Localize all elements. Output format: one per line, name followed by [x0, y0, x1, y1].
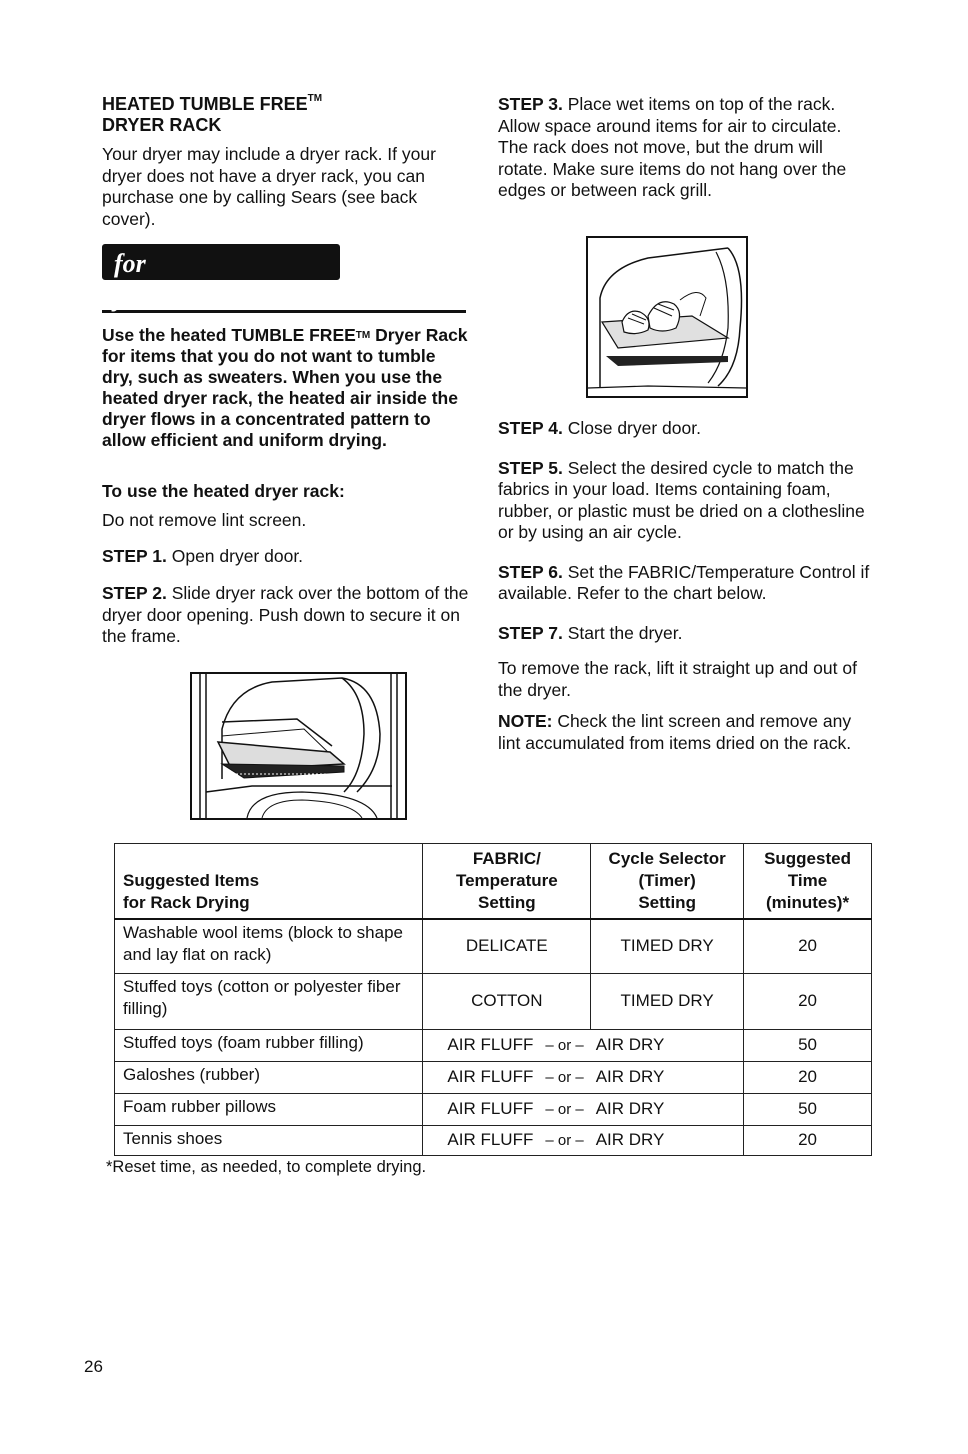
step-1-label: STEP 1.	[102, 545, 167, 566]
row-time: 20	[744, 973, 872, 1029]
row-time: 50	[744, 1029, 872, 1061]
note-label: NOTE:	[498, 711, 553, 731]
benefit-paragraph	[102, 325, 470, 451]
step-3	[498, 94, 870, 202]
step-7-text: Start the dryer.	[562, 622, 683, 643]
row-cycle: TIMED DRY	[591, 973, 744, 1029]
heading-line1: HEATED TUMBLE FREE	[102, 94, 308, 114]
row-fabric: DELICATE	[423, 919, 591, 973]
heading-line2: DRYER RACK	[102, 115, 222, 135]
page-number: 26	[84, 1357, 103, 1376]
dryer-rack-drawing	[192, 674, 405, 818]
step-6	[498, 562, 870, 605]
header-items: Suggested Items for Rack Drying	[115, 844, 423, 920]
table-row	[115, 1029, 872, 1061]
right-column	[498, 94, 870, 202]
section-heading	[102, 94, 470, 136]
table-row	[115, 973, 872, 1029]
chart-header-row	[115, 844, 872, 920]
for-your-benefit-banner	[102, 244, 340, 313]
step-5	[498, 458, 870, 544]
remove-instructions: To remove the rack, lift it straight up and out of the dryer.	[498, 658, 857, 700]
left-column	[102, 94, 470, 648]
row-item: Stuffed toys (foam rubber filling)	[115, 1029, 423, 1061]
step-2-text: Slide dryer rack over the bottom of the dryer door opening. Push down to secure it on the frame.	[102, 583, 469, 646]
row-item: Tennis shoes	[115, 1125, 423, 1155]
subheading: To use the heated dryer rack:	[102, 481, 345, 501]
benefit-part2: Benefit	[169, 279, 292, 313]
header-fabric: FABRIC/ Temperature Setting	[423, 844, 591, 920]
right-column-lower	[498, 418, 870, 754]
chart-footnote: *Reset time, as needed, to complete drying.	[106, 1158, 427, 1176]
row-item: Galoshes (rubber)	[115, 1061, 423, 1093]
note	[498, 711, 870, 754]
row-setting: AIR FLUFF – or – AIR DRY	[423, 1125, 744, 1155]
step-3-label: STEP 3.	[498, 94, 563, 114]
step-4-label: STEP 4.	[498, 418, 563, 438]
benefit-trademark: TM	[355, 330, 371, 341]
shoes-on-rack-drawing	[588, 238, 746, 396]
table-row	[115, 1125, 872, 1155]
row-time: 50	[744, 1093, 872, 1125]
step-4-text: Close dryer door.	[562, 418, 701, 438]
benefit-part1: for your	[114, 249, 164, 312]
row-item: Stuffed toys (cotton or polyester fiber filling)	[115, 973, 423, 1029]
row-cycle: TIMED DRY	[591, 919, 744, 973]
rack-installation-illustration	[190, 672, 407, 820]
rack-drying-chart	[114, 843, 872, 1156]
row-setting: AIR FLUFF – or – AIR DRY	[423, 1061, 744, 1093]
lint-note: Do not remove lint screen.	[102, 510, 307, 530]
step-7	[498, 623, 870, 645]
row-setting: AIR FLUFF – or – AIR DRY	[423, 1093, 744, 1125]
row-item: Foam rubber pillows	[115, 1093, 423, 1125]
step-6-label: STEP 6.	[498, 561, 563, 582]
step-1-text: Open dryer door.	[166, 545, 304, 566]
row-fabric: COTTON	[423, 973, 591, 1029]
table-row	[115, 919, 872, 973]
step-7-label: STEP 7.	[498, 622, 563, 643]
step-2	[102, 583, 470, 648]
header-cycle: Cycle Selector (Timer) Setting	[591, 844, 744, 920]
row-time: 20	[744, 919, 872, 973]
trademark: TM	[307, 93, 323, 104]
table-row	[115, 1093, 872, 1125]
step-4	[498, 418, 870, 440]
step-5-label: STEP 5.	[498, 457, 563, 478]
step-5-text: Select the desired cycle to match the fabrics in your load. Items containing foam, rubber, or plastic must be dried on a clothesline or by using an air cycle.	[498, 457, 865, 542]
table-row	[115, 1061, 872, 1093]
note-text: Check the lint screen and remove any lint accumulated from items dried on the rack.	[498, 711, 852, 753]
step-3-text: Place wet items on top of the rack. Allow space around items for air to circulate. The rack does not move, but the drum will rotate. Make sure items do not hang over the edges or between rack grill.	[498, 94, 847, 200]
items-on-rack-illustration	[586, 236, 748, 398]
step-2-label: STEP 2.	[102, 583, 167, 603]
row-item: Washable wool items (block to shape and lay flat on rack)	[115, 919, 423, 973]
row-time: 20	[744, 1061, 872, 1093]
row-time: 20	[744, 1125, 872, 1155]
header-time: Suggested Time (minutes)*	[744, 844, 872, 920]
benefit-text-b: Dryer Rack for items that you do not want to tumble dry, such as sweaters. When you use the heated dryer rack, the heated air inside the dryer flows in a concentrated pattern to allow efficient and uniform drying.	[102, 325, 468, 450]
step-6-text: Set the FABRIC/Temperature Control if available. Refer to the chart below.	[498, 561, 870, 603]
step-1	[102, 546, 470, 568]
intro-paragraph: Your dryer may include a dryer rack. If your dryer does not have a dryer rack, you can purchase one by calling Sears (see back cover).	[102, 144, 436, 229]
benefit-text-a: Use the heated TUMBLE FREE	[102, 325, 356, 345]
row-setting: AIR FLUFF – or – AIR DRY	[423, 1029, 744, 1061]
